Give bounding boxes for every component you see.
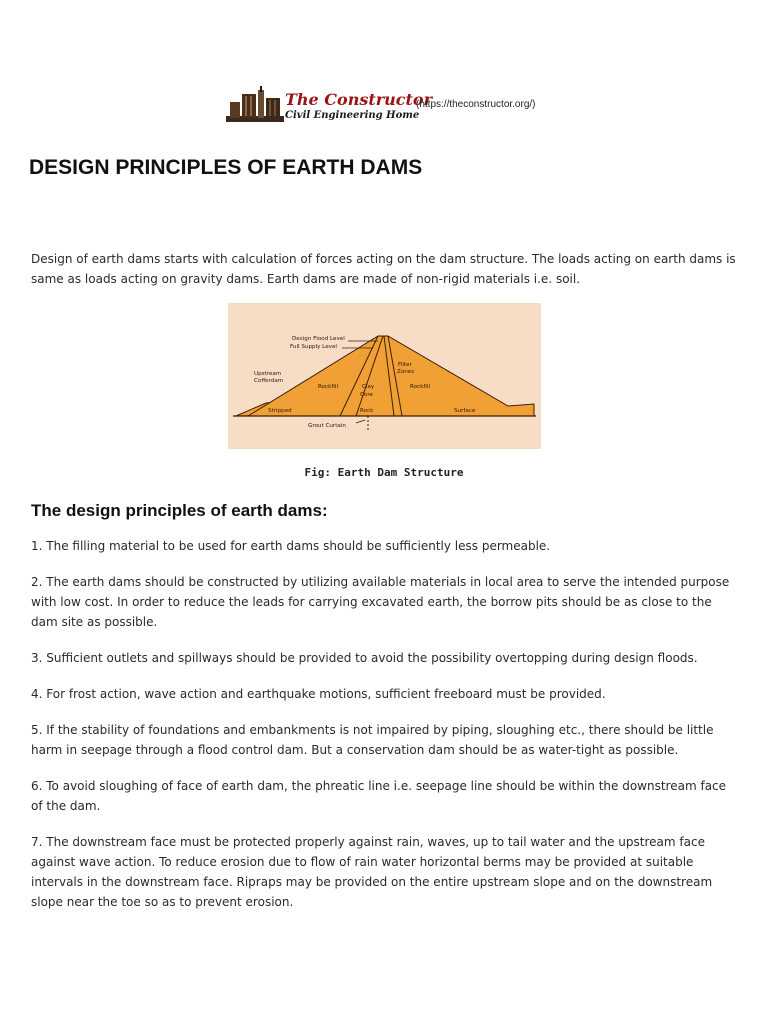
list-item: 3. Sufficient outlets and spillways should be provided to avoid the possibility overtopping during design floods. xyxy=(31,651,698,665)
list-item: 6. To avoid sloughing of face of earth dam, the phreatic line i.e. seepage line should be within the downstream face of the dam. xyxy=(31,779,727,813)
label-filter-2: Zones xyxy=(397,369,415,375)
label-grout-curtain: Grout Curtain xyxy=(308,423,346,429)
logo-name[interactable]: The Constructor xyxy=(285,90,433,109)
list-item: 1. The filling material to be used for earth dams should be sufficiently less permeable. xyxy=(31,539,551,553)
list-item: 7. The downstream face must be protected properly against rain, waves, up to tail water and the upstream face against wave action. To reduce erosion due to flow of rain water horizontal berms may be provided at suitable intervals in the downstream face. Ripraps may be provided on the entire upstream slope and on the downstream slope near the toe so as to prevent erosion. xyxy=(31,835,713,909)
principles-heading: The design principles of earth dams: xyxy=(31,501,328,520)
label-cofferdam-1: Upstream xyxy=(254,371,282,377)
list-item: 4. For frost action, wave action and earthquake motions, sufficient freeboard must be provided. xyxy=(31,687,606,701)
principles-list xyxy=(31,536,731,928)
label-full-supply: Full Supply Level xyxy=(290,344,337,350)
logo-building-icon xyxy=(226,86,284,124)
label-design-flood: Design Flood Level xyxy=(292,336,345,342)
figure-caption: Fig: Earth Dam Structure xyxy=(304,466,464,479)
label-rockfill-right: Rockfill xyxy=(410,384,431,390)
label-stripped: Stripped xyxy=(268,408,292,414)
site-header xyxy=(226,86,556,128)
logo-tagline: Civil Engineering Home xyxy=(285,110,420,121)
page-title: DESIGN PRINCIPLES OF EARTH DAMS xyxy=(29,156,423,179)
label-clay-1: Clay xyxy=(362,384,375,390)
label-surface: Surface xyxy=(454,408,476,414)
earth-dam-diagram xyxy=(228,303,541,449)
label-clay-2: Core xyxy=(360,392,373,398)
intro-paragraph: Design of earth dams starts with calculation of forces acting on the dam structure. The loads acting on earth dams is same as loads acting on gravity dams. Earth dams are made of non-rigid materials i.e. soil. xyxy=(31,252,736,286)
list-item: 2. The earth dams should be constructed by utilizing available materials in local area to serve the intended purpose with low cost. In order to reduce the leads for carrying excavated earth, the borrow pits should be as close to the dam site as possible. xyxy=(31,575,730,629)
label-rock: Rock xyxy=(360,408,374,414)
site-url[interactable]: (https://theconstructor.org/) xyxy=(416,99,536,110)
earth-dam-figure xyxy=(228,303,541,449)
list-item: 5. If the stability of foundations and embankments is not impaired by piping, sloughing etc., there should be little harm in seepage through a flood control dam. But a conservation dam should be as water-tight as possible. xyxy=(31,723,714,757)
label-cofferdam-2: Cofferdam xyxy=(254,378,284,384)
label-filter-1: Filter xyxy=(398,362,412,368)
label-rockfill-left: Rockfill xyxy=(318,384,339,390)
